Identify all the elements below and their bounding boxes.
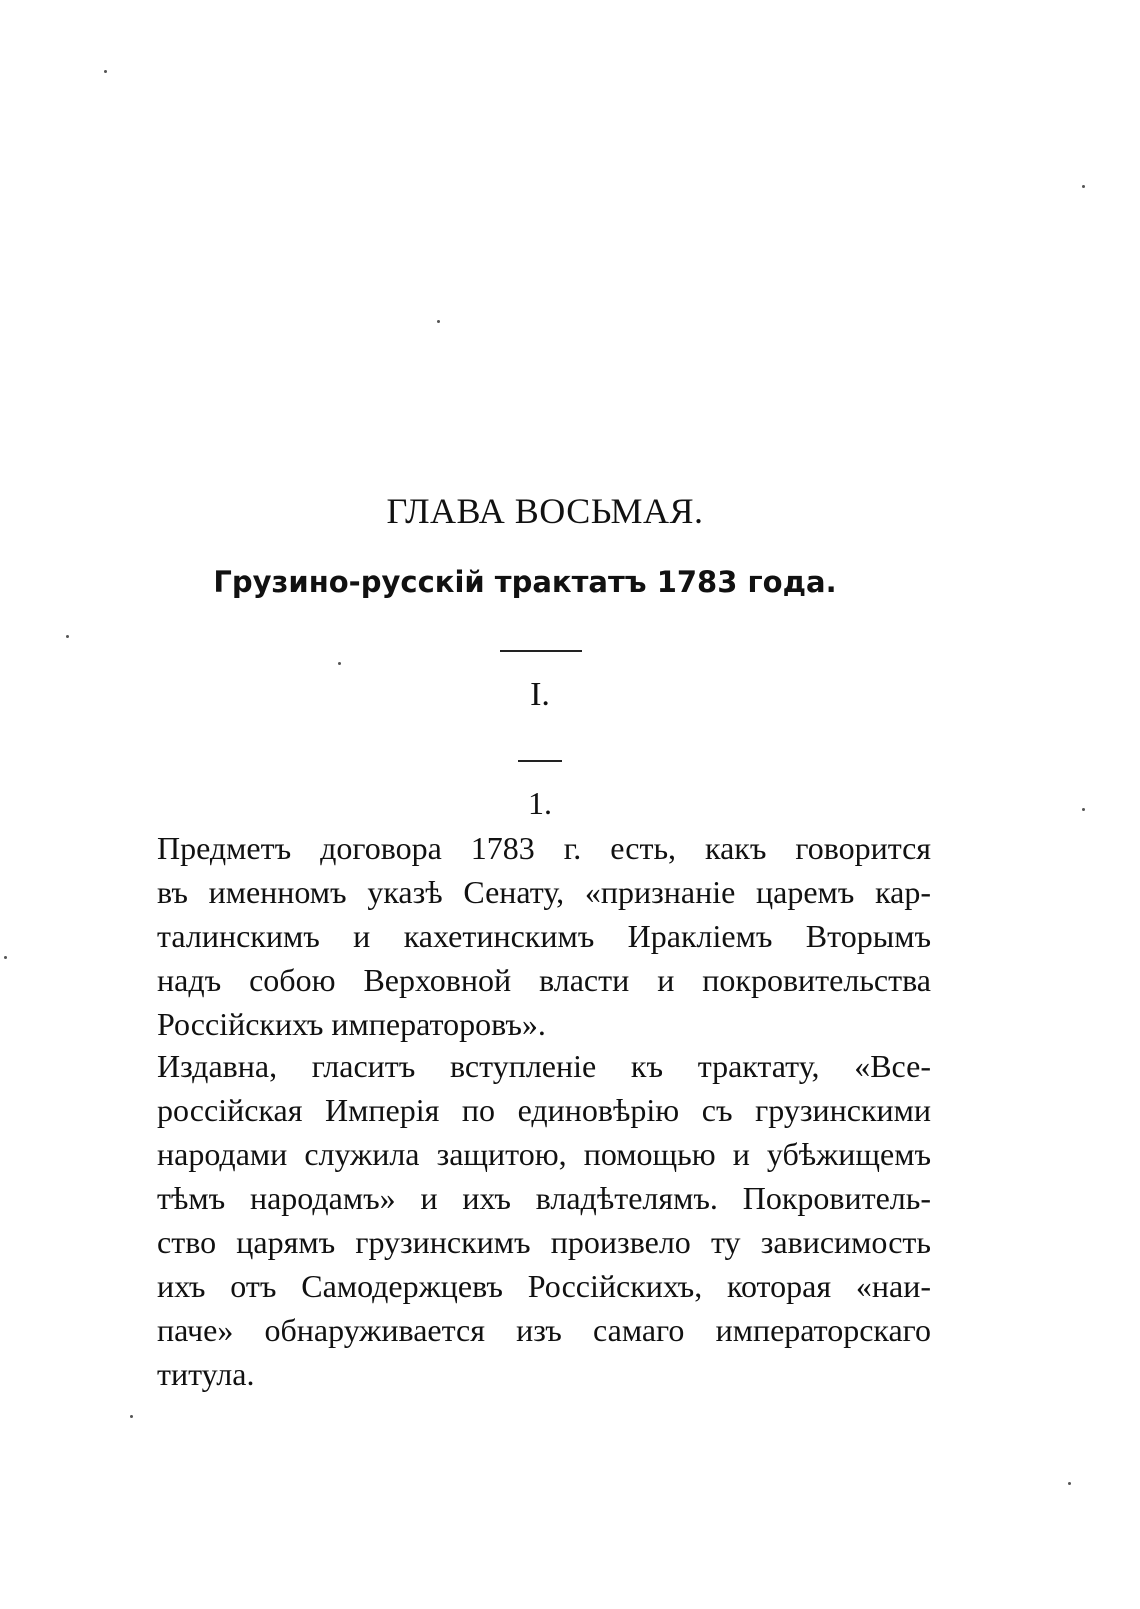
text-line: ство царямъ грузинскимъ произвело ту зависимость [157,1224,931,1260]
section-number: 1. [528,785,552,821]
text-line: въ именномъ указѣ Сенату, «признаніе царемъ кар- [157,874,931,910]
chapter-subtitle: Грузино-русскій трактатъ 1783 года. [213,565,837,599]
scan-speck [338,662,341,665]
text-line: паче» обнаруживается изъ самаго императорскаго [157,1312,931,1348]
text-line: народами служила защитою, помощью и убѣжищемъ [157,1136,931,1172]
text-line: россійская Имперія по единовѣрію съ грузинскими [157,1092,931,1128]
scan-speck [4,956,7,959]
scan-speck [437,320,440,323]
scan-speck [104,70,107,73]
text-line: надъ собою Верховной власти и покровительства [157,962,931,998]
paragraph-1 [157,826,931,1046]
paragraph-2 [157,1044,931,1396]
text-line: Предметъ договора 1783 г. есть, какъ говорится [157,830,931,866]
section-roman-numeral: I. [530,676,550,713]
text-line: титула. [157,1356,255,1392]
text-line: тѣмъ народамъ» и ихъ владѣтелямъ. Покровитель- [157,1180,931,1216]
scan-speck [1082,808,1085,811]
section-divider [500,650,582,652]
scan-speck [1082,185,1085,188]
scan-speck [66,635,69,638]
text-line: Издавна, гласитъ вступленіе къ трактату, «Все- [157,1048,931,1084]
chapter-title: ГЛАВА ВОСЬМАЯ. [386,491,704,531]
scan-speck [1068,1482,1071,1485]
text-line: талинскимъ и кахетинскимъ Ираклiемъ Вторымъ [157,918,931,954]
text-line: Россійскихъ императоровъ». [157,1006,546,1042]
scan-speck [130,1415,133,1418]
section-divider [518,760,562,762]
text-line: ихъ отъ Самодержцевъ Россійскихъ, которая «наи- [157,1268,931,1304]
